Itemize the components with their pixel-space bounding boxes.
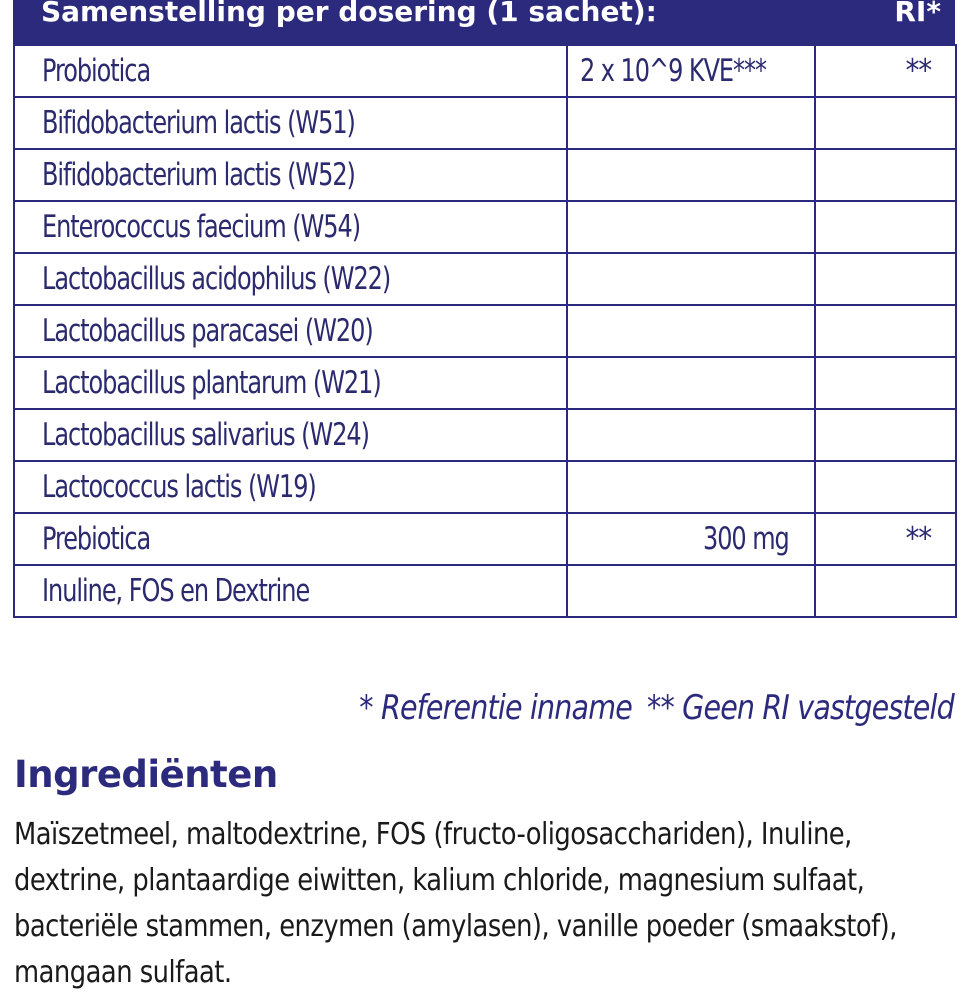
amount-cell — [567, 565, 815, 617]
amount-cell — [567, 253, 815, 305]
ingredient-name-cell — [14, 513, 567, 565]
amount-cell — [567, 461, 815, 513]
ingredient-name: Lactobacillus salivarius (W24) — [42, 417, 369, 453]
table-row — [14, 513, 956, 565]
ingredient-name: Lactobacillus plantarum (W21) — [42, 365, 381, 401]
table-row — [14, 97, 956, 149]
ri-cell — [815, 45, 956, 97]
amount-cell — [567, 357, 815, 409]
ri-cell — [815, 253, 956, 305]
amount-value: 2 x 10^9 KVE*** — [580, 53, 766, 89]
footnote-reference-intake: * Referentie inname — [359, 688, 633, 728]
ri-cell — [815, 357, 956, 409]
ingredient-name-cell — [14, 253, 567, 305]
ingredients-line: bacteriële stammen, enzymen (amylasen), vanille poeder (smaakstof), — [14, 909, 897, 944]
ingredients-heading: Ingrediënten — [14, 753, 278, 796]
ri-cell — [815, 513, 956, 565]
ri-cell — [815, 97, 956, 149]
amount-cell — [567, 149, 815, 201]
ri-footnote — [246, 688, 954, 728]
table-row — [14, 409, 956, 461]
ingredient-name-cell — [14, 305, 567, 357]
ingredient-name: Prebiotica — [42, 521, 151, 557]
header-composition-label: Samenstelling per dosering (1 sachet): — [41, 0, 657, 28]
footnote-no-ri: ** Geen RI vastgesteld — [647, 688, 954, 728]
ingredient-name: Lactobacillus paracasei (W20) — [42, 313, 373, 349]
table-row — [14, 357, 956, 409]
table-row — [14, 201, 956, 253]
ingredient-name-cell — [14, 357, 567, 409]
ingredient-name-cell — [14, 149, 567, 201]
composition-table — [13, 0, 955, 618]
ingredient-name-cell — [14, 461, 567, 513]
amount-value: 300 mg — [703, 521, 789, 557]
amount-cell — [567, 45, 815, 97]
ri-cell — [815, 409, 956, 461]
ingredient-name: Inuline, FOS en Dextrine — [42, 573, 310, 609]
ingredients-text — [14, 812, 969, 996]
ingredients-line: dextrine, plantaardige eiwitten, kalium chloride, magnesium sulfaat, — [14, 863, 865, 898]
ri-cell — [815, 565, 956, 617]
amount-cell — [567, 97, 815, 149]
amount-cell — [567, 409, 815, 461]
table-row — [14, 253, 956, 305]
table-row — [14, 565, 956, 617]
ingredient-name-cell — [14, 97, 567, 149]
ingredients-line: mangaan sulfaat. — [14, 955, 232, 990]
ingredient-name-cell — [14, 409, 567, 461]
ri-cell — [815, 461, 956, 513]
table-row — [14, 305, 956, 357]
amount-cell — [567, 305, 815, 357]
ingredient-name: Lactobacillus acidophilus (W22) — [42, 261, 391, 297]
composition-rows — [13, 44, 957, 618]
ri-value: ** — [905, 521, 931, 557]
amount-cell — [567, 201, 815, 253]
ingredient-name: Probiotica — [42, 53, 151, 89]
ingredients-line: Maïszetmeel, maltodextrine, FOS (fructo-oligosacchariden), Inuline, — [14, 817, 852, 852]
amount-cell — [567, 513, 815, 565]
table-row — [14, 461, 956, 513]
ingredient-name: Enterococcus faecium (W54) — [42, 209, 361, 245]
table-row — [14, 149, 956, 201]
ri-value: ** — [905, 53, 931, 89]
ri-cell — [815, 305, 956, 357]
ingredient-name-cell — [14, 565, 567, 617]
table-header — [13, 0, 955, 44]
ingredient-name: Bifidobacterium lactis (W51) — [42, 105, 355, 141]
ingredient-name: Lactococcus lactis (W19) — [42, 469, 316, 505]
ingredient-name-cell — [14, 201, 567, 253]
ri-cell — [815, 201, 956, 253]
ri-cell — [815, 149, 956, 201]
ingredient-name: Bifidobacterium lactis (W52) — [42, 157, 355, 193]
header-ri-label: RI* — [894, 0, 941, 28]
ingredient-name-cell — [14, 45, 567, 97]
table-row — [14, 45, 956, 97]
